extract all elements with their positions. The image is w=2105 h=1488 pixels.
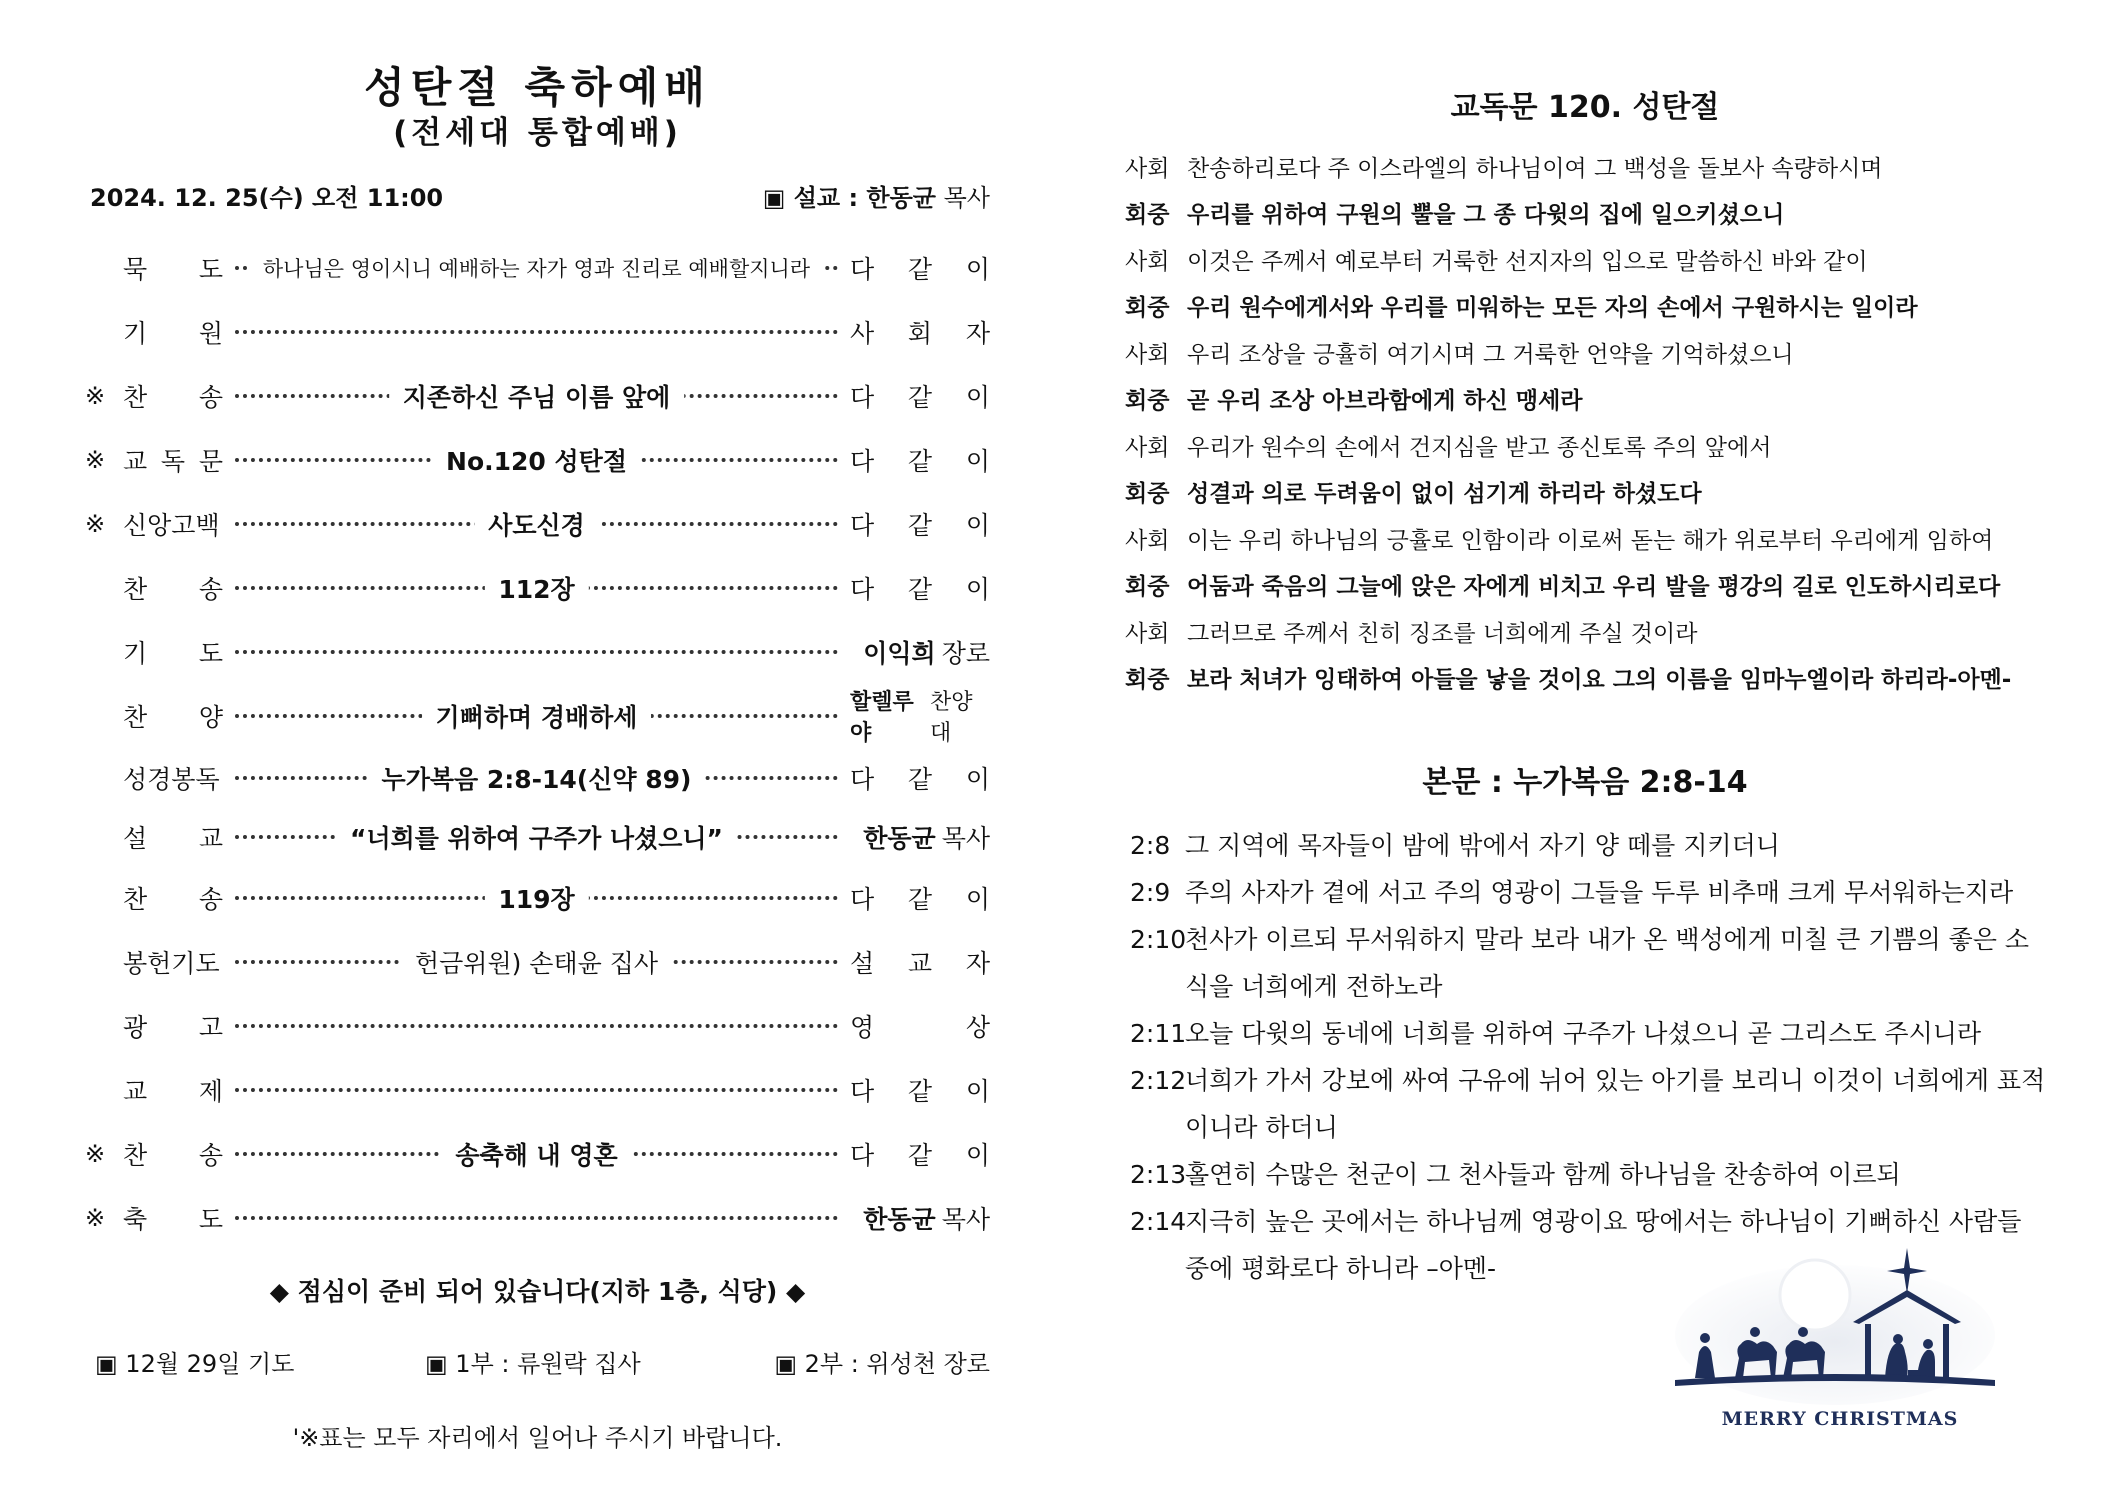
order-content: 누가복음 2:8-14(신약 89) <box>368 760 706 796</box>
order-item <box>85 236 990 300</box>
order-who: 이익희 장로 <box>863 639 990 668</box>
order-who: 다 같 이 <box>850 255 990 284</box>
order-item <box>85 1122 990 1186</box>
order-item <box>85 866 990 930</box>
order-item <box>85 1186 990 1250</box>
verse: 2:9 주의 사자가 곁에 서고 주의 영광이 그들을 두루 비추매 크게 무서워하는지라 <box>1130 878 2014 907</box>
order-who: 다 같 이 <box>850 511 990 540</box>
order-item <box>85 807 990 866</box>
order-who: 영 상 <box>850 1013 990 1042</box>
responsive-line: 회중 곧 우리 조상 아브라함에게 하신 맹세라 <box>1125 388 1583 415</box>
verse: 2:12 너희가 가서 강보에 싸여 구유에 뉘어 있는 아기를 보리니 이것이 너희에게 표적이니라 하더니 <box>1130 1066 2046 1142</box>
page-title: 성탄절 축하예배 <box>364 63 711 112</box>
order-who: 사 회 자 <box>850 319 990 348</box>
order-content: 지존하신 주님 이름 앞에 <box>389 378 685 414</box>
order-content: 112장 <box>484 570 588 606</box>
verse: 2:10 천사가 이르되 무서워하지 말라 보라 내가 온 백성에게 미칠 큰 기쁨의 좋은 소식을 너희에게 전하노라 <box>1130 925 2030 1001</box>
merry-christmas-graphic <box>1665 1240 2015 1440</box>
nativity-icon <box>1665 1240 2015 1410</box>
order-label: 봉헌기도 <box>123 949 220 978</box>
order-label: 찬 송 <box>123 1141 223 1170</box>
order-list <box>85 236 990 1250</box>
prayer-first: ▣ 1부 : 류원락 집사 <box>425 1350 641 1378</box>
order-who: 한동균 목사 <box>863 823 990 853</box>
order-who: 다 같 이 <box>850 383 990 412</box>
order-label: 찬 양 <box>123 703 223 732</box>
verse: 2:8 그 지역에 목자들이 밤에 밖에서 자기 양 떼를 지키더니 <box>1130 831 1780 860</box>
order-item <box>85 748 990 807</box>
order-label: 기 도 <box>123 639 223 668</box>
order-item <box>85 1058 990 1122</box>
responsive-line: 사회 우리가 원수의 손에서 건지심을 받고 종신토록 주의 앞에서 <box>1125 434 1772 461</box>
responsive-line: 회중 우리 원수에게서와 우리를 미워하는 모든 자의 손에서 구원하시는 일이라 <box>1125 295 1918 322</box>
order-label: 교 제 <box>123 1077 223 1106</box>
standing-mark: ※ <box>85 1140 106 1168</box>
order-who: 다 같 이 <box>850 764 990 794</box>
order-content: “너희를 위하여 구주가 나셨으니” <box>336 819 737 855</box>
order-label: 찬 송 <box>123 575 223 604</box>
order-content: 헌금위원) 손태윤 집사 <box>401 944 672 980</box>
order-content: 기뻐하며 경배하세 <box>422 698 652 734</box>
responsive-line: 사회 찬송하리로다 주 이스라엘의 하나님이여 그 백성을 돌보사 속량하시며 <box>1125 155 1883 182</box>
order-label: 찬 송 <box>123 383 223 412</box>
order-label: 설 교 <box>123 823 223 853</box>
order-content: No.120 성탄절 <box>432 442 641 478</box>
order-item <box>85 930 990 994</box>
order-who: 다 같 이 <box>850 1077 990 1106</box>
order-who: 한동균 목사 <box>863 1205 990 1234</box>
order-item <box>85 300 990 364</box>
responsive-title: 교독문 120. 성탄절 <box>1450 90 1720 125</box>
order-item <box>85 428 990 492</box>
responsive-line: 회중 우리를 위하여 구원의 뿔을 그 종 다윗의 집에 일으키셨으니 <box>1125 202 1785 229</box>
standing-note: '※표는 모두 자리에서 일어나 주시기 바랍니다. <box>292 1424 783 1452</box>
order-who: 다 같 이 <box>850 1141 990 1170</box>
responsive-line: 사회 우리 조상을 긍휼히 여기시며 그 거룩한 언약을 기억하셨으니 <box>1125 341 1794 368</box>
service-date: 2024. 12. 25(수) 오전 11:00 <box>90 184 444 212</box>
responsive-line: 회중 어둠과 죽음의 그늘에 앉은 자에게 비치고 우리 발을 평강의 길로 인도하시리로다 <box>1125 574 2001 601</box>
standing-mark: ※ <box>85 1204 106 1232</box>
order-item <box>85 556 990 620</box>
order-item <box>85 492 990 556</box>
order-who: 다 같 이 <box>850 885 990 914</box>
lunch-notice: ◆ 점심이 준비 되어 있습니다(지하 1층, 식당) ◆ <box>269 1277 806 1306</box>
order-label: 묵 도 <box>123 255 223 284</box>
standing-mark: ※ <box>85 510 106 538</box>
standing-mark: ※ <box>85 382 106 410</box>
order-item <box>85 364 990 428</box>
order-label: 축 도 <box>123 1205 223 1234</box>
prayer-second: ▣ 2부 : 위성천 장로 <box>774 1350 990 1378</box>
order-item <box>85 684 990 748</box>
responsive-line: 사회 이것은 주께서 예로부터 거룩한 선지자의 입으로 말씀하신 바와 같이 <box>1125 248 1868 275</box>
responsive-line: 사회 이는 우리 하나님의 긍휼로 인함이라 이로써 돋는 해가 위로부터 우리에게 임하여 <box>1125 527 1994 554</box>
responsive-reading <box>1125 143 2045 701</box>
page-subtitle: (전세대 통합예배) <box>393 115 682 151</box>
responsive-line: 회중 보라 처녀가 잉태하여 아들을 낳을 것이요 그의 이름을 임마누엘이라 하리라-아멘- <box>1125 667 2012 694</box>
preacher-label: ▣ 설교 : 한동균 <box>762 184 936 212</box>
order-label: 광 고 <box>123 1013 223 1042</box>
prayer-date: ▣ 12월 29일 기도 <box>95 1350 295 1378</box>
scripture-text <box>1130 822 2050 1292</box>
order-of-worship-page <box>85 0 990 1488</box>
verse: 2:11 오늘 다윗의 동네에 너희를 위하여 구주가 나셨으니 곧 그리스도 주시니라 <box>1130 1019 1982 1048</box>
order-item <box>85 620 990 684</box>
verse: 2:14 지극히 높은 곳에서는 하나님께 영광이요 땅에서는 하나님이 기뻐하신 사람들 중에 평화로다 하니라 –아멘- <box>1130 1207 2022 1283</box>
responsive-line: 회중 성결과 의로 두려움이 없이 섬기게 하리라 하셨도다 <box>1125 481 1702 508</box>
order-label: 신앙고백 <box>123 511 220 540</box>
standing-mark: ※ <box>85 446 106 474</box>
responsive-line: 사회 그러므로 주께서 친히 징조를 너희에게 주실 것이라 <box>1125 620 1698 647</box>
order-who: 다 같 이 <box>850 575 990 604</box>
order-who: 할렐루야 찬양대 <box>850 690 973 746</box>
verse: 2:13 홀연히 수많은 천군이 그 천사들과 함께 하나님을 찬송하여 이르되 <box>1130 1160 1901 1189</box>
order-who: 다 같 이 <box>850 447 990 476</box>
order-content: 사도신경 <box>474 506 599 542</box>
merry-christmas-text: MERRY CHRISTMAS <box>1721 1408 1959 1430</box>
order-label: 찬 송 <box>123 885 223 914</box>
order-label: 성경봉독 <box>123 764 220 794</box>
order-who: 설 교 자 <box>850 949 990 978</box>
order-item <box>85 994 990 1058</box>
preacher <box>763 178 990 213</box>
order-content: 하나님은 영이시니 예배하는 자가 영과 진리로 예배할지니라 <box>249 253 824 283</box>
scripture-title: 본문 : 누가복음 2:8-14 <box>1422 765 1748 800</box>
order-label: 교 독 문 <box>123 447 223 476</box>
preacher-role: 목사 <box>943 184 990 212</box>
order-content: 송축해 내 영혼 <box>441 1136 631 1172</box>
order-content: 119장 <box>484 880 588 916</box>
order-label: 기 원 <box>123 319 223 348</box>
